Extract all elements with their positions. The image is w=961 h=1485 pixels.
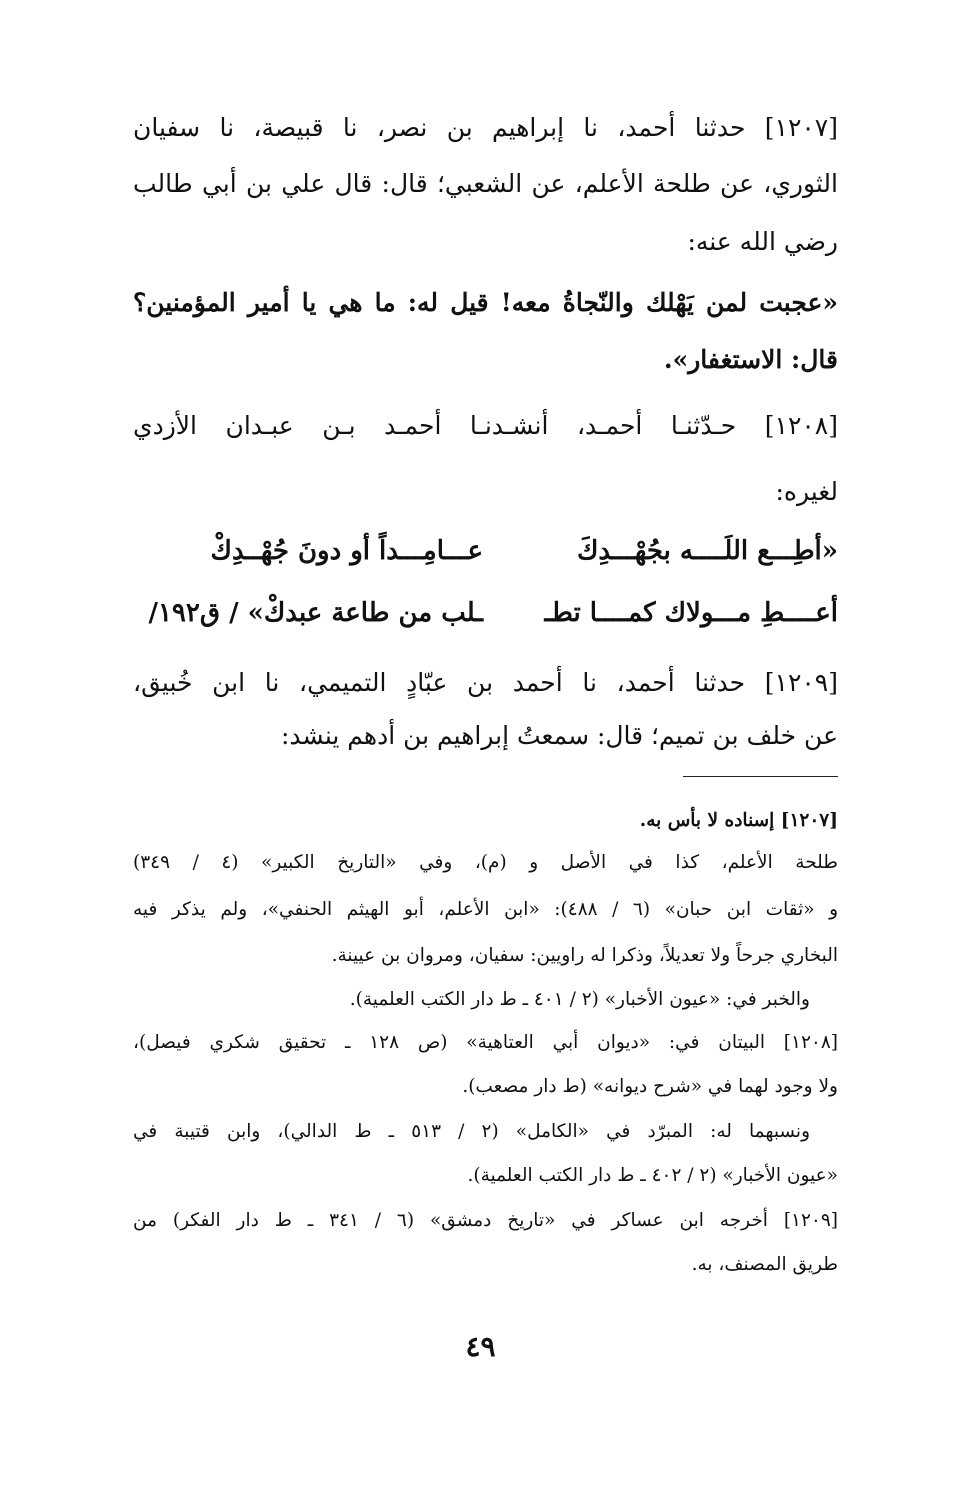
- footnote-line: و «ثقات ابن حبان» (٦ / ٤٨٨): «ابن الأعلم، أبو الهيثم الحنفي»، ولم يذكر فيه: [133, 899, 839, 920]
- footnote-line: طريق المصنف، به.: [691, 1254, 838, 1275]
- text-line-1209-a: [١٢٠٩] حدثنا أحمد، نا أحمد بن عبّادٍ التميمي، نا ابن خُبيق،: [133, 668, 838, 697]
- footnote-separator: [683, 776, 838, 777]
- verse-1-first-hemistich: «أطِـــع اللَــــه بجُهْـــدِكَ: [576, 536, 838, 566]
- verse-2-second-hemistich: ـلب من طاعة عبدكْ» / ق١٩٢/: [148, 598, 483, 628]
- footnote-1207-title: [١٢٠٧] إسناده لا بأس به.: [639, 810, 838, 831]
- text-line-1208-b: لغيره:: [775, 477, 838, 506]
- verse-2-first-hemistich: أعــــطِ مـــولاك كمــــا تطـ: [544, 598, 838, 628]
- footnote-line: البخاري جرحاً ولا تعديلاً، وذكرا له راويين: سفيان، ومروان بن عيينة.: [331, 945, 838, 966]
- footnote-line: ونسبهما له: المبرّد في «الكامل» (٢ / ٥١٣ ـ ط الدالي)، وابن قتيبة في: [133, 1121, 811, 1142]
- page-number: ٤٩: [465, 1330, 496, 1363]
- text-line-1207-c: رضي الله عنه:: [687, 227, 838, 256]
- footnote-line: طلحة الأعلم، كذا في الأصل و (م)، وفي «التاريخ الكبير» (٤ / ٣٤٩): [133, 852, 838, 873]
- footnote-1209-title: [١٢٠٩] أخرجه ابن عساكر في «تاريخ دمشق» (٦ / ٣٤١ ـ ط دار الفكر) من: [133, 1210, 839, 1231]
- text-line-1209-b: عن خلف بن تميم؛ قال: سمعتُ إبراهيم بن أدهم ينشد:: [280, 721, 838, 750]
- footnote-1208-title: [١٢٠٨] البيتان في: «ديوان أبي العتاهية» (ص ١٢٨ ـ تحقيق شكري فيصل)،: [133, 1032, 838, 1053]
- footnote-line: «عيون الأخبار» (٢ / ٤٠٢ ـ ط دار الكتب العلمية).: [467, 1165, 838, 1186]
- text-line-1208-a: [١٢٠٨] حـدّثنـا أحمـد، أنشـدنـا أحمـد بـن عبـدان الأزدي: [133, 411, 838, 440]
- footnote-line: والخبر في: «عيون الأخبار» (٢ / ٤٠١ ـ ط دار الكتب العلمية).: [349, 989, 810, 1010]
- text-line-1207-b: الثوري، عن طلحة الأعلم، عن الشعبي؛ قال: قال علي بن أبي طالب: [133, 169, 838, 198]
- text-line-1207-a: [١٢٠٧] حدثنا أحمد، نا إبراهيم بن نصر، نا قبيصة، نا سفيان: [133, 113, 838, 142]
- quote-line-2: قال: الاستغفار».: [663, 345, 838, 374]
- verse-1-second-hemistich: عـــامِـــداً أو دونَ جُهْــدِكْ: [210, 536, 483, 566]
- footnote-line: ولا وجود لهما في «شرح ديوانه» (ط دار مصعب).: [462, 1076, 838, 1097]
- quote-line-1: «عجبت لمن يَهْلك والنّجاةُ معه! قيل له: ما هي يا أمير المؤمنين؟: [133, 288, 838, 317]
